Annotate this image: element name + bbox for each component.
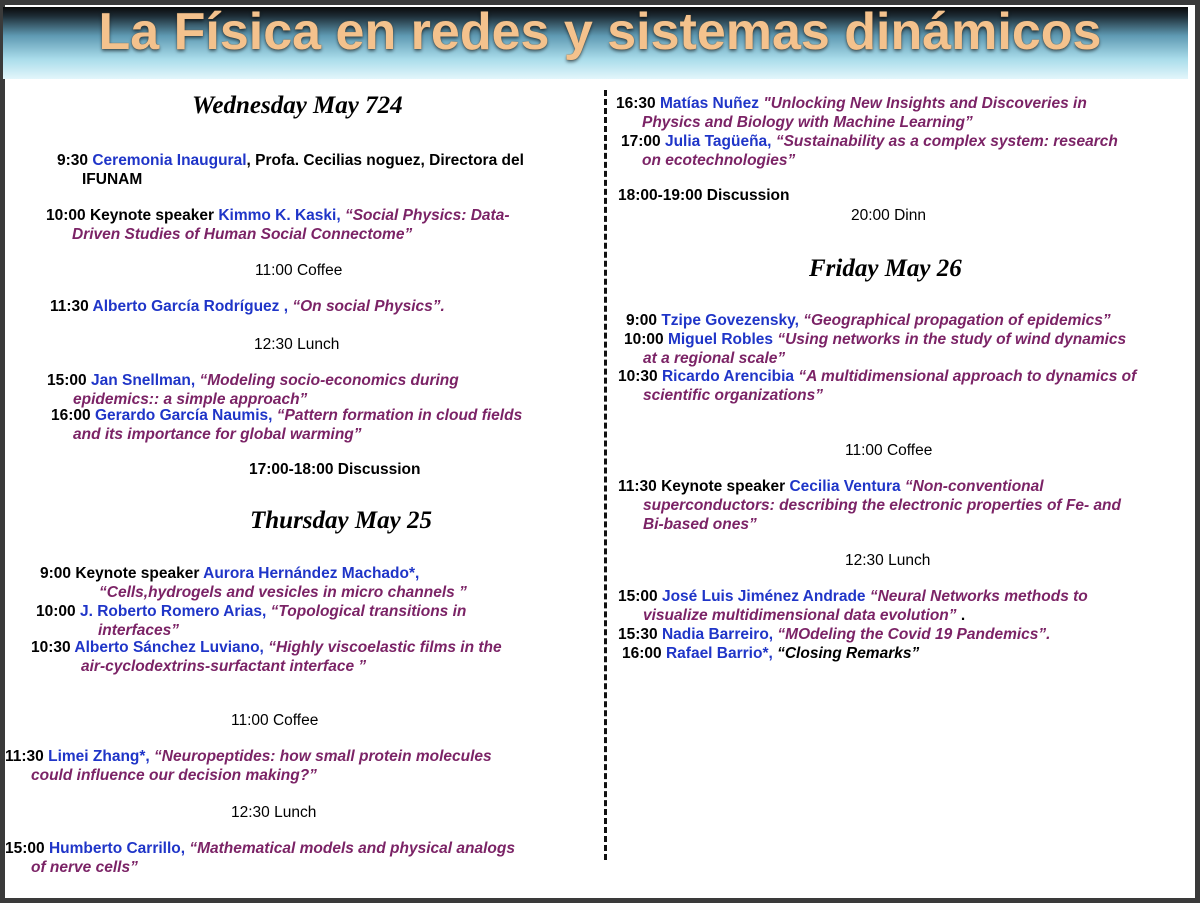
talk-title-cont: visualize multidimensional data evolution” [643, 607, 957, 624]
item-time: 15:00 [47, 372, 87, 389]
talk-title: “Highly viscoelastic films in the [268, 639, 502, 656]
item-text-cont: IFUNAM [82, 171, 143, 188]
coffee-break: 11:00 Coffee [845, 442, 933, 459]
talk-title-cont: Physics and Biology with Machine Learning” [642, 114, 973, 131]
item-time: 9:00 Keynote speaker [40, 565, 200, 582]
schedule-item [46, 206, 510, 244]
schedule-item [47, 371, 459, 409]
speaker-name: Kimmo K. Kaski, [218, 207, 341, 224]
talk-title-cont: on ecotechnologies” [642, 152, 796, 169]
schedule-item [5, 839, 515, 877]
lunch-break: 12:30 Lunch [845, 552, 931, 569]
schedule-item [618, 367, 1136, 405]
item-time: 15:00 [5, 840, 45, 857]
item-time: 11:30 [50, 298, 89, 315]
talk-title: “Topological transitions in [270, 603, 467, 620]
speaker-name: Jan Snellman, [90, 372, 196, 389]
schedule-item [5, 747, 492, 785]
talk-title-cont: Driven Studies of Human Social Connectome” [72, 226, 413, 243]
item-time: 10:00 [36, 603, 76, 620]
item-text: , Profa. Cecilias noguez, Directora del [246, 152, 524, 169]
lunch-break: 12:30 Lunch [254, 336, 340, 353]
coffee-break: 11:00 Coffee [231, 712, 319, 729]
item-time: 17:00 [621, 133, 661, 150]
talk-title-cont: of nerve cells” [31, 859, 138, 876]
day-heading-friday: Friday May 26 [809, 255, 962, 282]
speaker-name: J. Roberto Romero Arias, [79, 603, 267, 620]
item-time: 10:00 Keynote speaker [46, 207, 215, 224]
day-heading-wednesday: Wednesday May 724 [192, 92, 403, 119]
talk-title: “Social Physics: Data- [344, 207, 510, 224]
schedule-item [618, 625, 1050, 644]
talk-title: “Neuropeptides: how small protein molecules [154, 748, 492, 765]
schedule-item [51, 406, 522, 444]
schedule-item [622, 644, 919, 663]
talk-title: “Pattern formation in cloud fields [276, 407, 523, 424]
talk-title-cont: superconductors: describing the electronic properties of Fe- and [643, 497, 1121, 514]
speaker-name: Julia Tagüeña, [664, 133, 772, 150]
lunch-break: 12:30 Lunch [231, 804, 317, 821]
item-time: 10:00 [624, 331, 664, 348]
speaker-name: Aurora Hernández Machado*, [203, 565, 420, 582]
item-time: 15:00 [618, 588, 658, 605]
talk-title: “On social Physics”. [292, 298, 445, 315]
item-time: 16:30 [616, 95, 656, 112]
dinner-item: 20:00 Dinn [851, 207, 926, 224]
schedule-item [616, 94, 1087, 132]
talk-title: “Non-conventional [904, 478, 1044, 495]
item-time: 16:00 [622, 645, 662, 662]
speaker-name: Nadia Barreiro, [661, 626, 774, 643]
speaker-name: Cecilia Ventura [789, 478, 901, 495]
discussion-item: 18:00-19:00 Discussion [618, 187, 790, 204]
discussion-item: 17:00-18:00 Discussion [249, 461, 421, 478]
schedule-item [626, 311, 1111, 330]
talk-title-cont: scientific organizations” [643, 387, 824, 404]
talk-title-cont: could influence our decision making?” [31, 767, 317, 784]
talk-title: “Closing Remarks” [777, 645, 920, 662]
speaker-name: Ricardo Arencibia [661, 368, 795, 385]
schedule-item [624, 330, 1126, 368]
speaker-name: Humberto Carrillo, [48, 840, 186, 857]
talk-title: “Neural Networks methods to [869, 588, 1088, 605]
talk-title: “Cells,hydrogels and vesicles in micro channels ” [99, 584, 467, 601]
coffee-break: 11:00 Coffee [255, 262, 343, 279]
speaker-name: Rafael Barrio*, [665, 645, 773, 662]
speaker-name: Matías Nuñez [659, 95, 760, 112]
schedule-item [618, 587, 1088, 625]
talk-title-cont: interfaces” [98, 622, 179, 639]
talk-title: “Mathematical models and physical analogs [189, 840, 515, 857]
item-time: 11:30 [5, 748, 44, 765]
talk-title-cont: air-cyclodextrins-surfactant interface ” [81, 658, 367, 675]
schedule-item [50, 297, 445, 316]
speaker-name: Tzipe Govezensky, [661, 312, 799, 329]
talk-title-cont: and its importance for global warming” [73, 426, 362, 443]
schedule-item [40, 564, 467, 602]
speaker-name: Miguel Robles [667, 331, 774, 348]
day-heading-thursday: Thursday May 25 [250, 507, 432, 534]
item-time: 9:30 [57, 152, 89, 169]
speaker-name: Gerardo García Naumis, [94, 407, 273, 424]
item-time: 15:30 [618, 626, 658, 643]
schedule-item [31, 638, 502, 676]
talk-title: “A multidimensional approach to dynamics of [798, 368, 1137, 385]
item-time: 9:00 [626, 312, 658, 329]
speaker-name: Limei Zhang*, [48, 748, 150, 765]
schedule-item [618, 477, 1121, 534]
item-text: . [956, 607, 966, 624]
talk-title: “Modeling socio-economics during [199, 372, 459, 389]
speaker-name: Alberto Sánchez Luviano, [74, 639, 264, 656]
talk-title: “Using networks in the study of wind dynamics [777, 331, 1127, 348]
item-time: 10:30 [618, 368, 658, 385]
speaker-name: Ceremonia Inaugural [92, 152, 247, 169]
talk-title: “MOdeling the Covid 19 Pandemics”. [777, 626, 1051, 643]
talk-title-cont: epidemics:: a simple approach” [73, 391, 308, 408]
item-time: 16:00 [51, 407, 91, 424]
talk-title: “Geographical propagation of epidemics” [803, 312, 1111, 329]
item-time: 11:30 Keynote speaker [618, 478, 786, 495]
talk-title-cont: Bi-based ones” [643, 516, 757, 533]
talk-title: "Unlocking New Insights and Discoveries in [763, 95, 1087, 112]
speaker-name: José Luis Jiménez Andrade [661, 588, 866, 605]
speaker-name: Alberto García Rodríguez , [92, 298, 289, 315]
column-divider [604, 90, 607, 860]
talk-title: “Sustainability as a complex system: research [775, 133, 1118, 150]
page-title: La Física en redes y sistemas dinámicos [98, 3, 1102, 61]
schedule-item [36, 602, 466, 640]
schedule-item [621, 132, 1118, 170]
schedule-item [57, 151, 524, 189]
talk-title-cont: at a regional scale” [643, 350, 786, 367]
item-time: 10:30 [31, 639, 71, 656]
